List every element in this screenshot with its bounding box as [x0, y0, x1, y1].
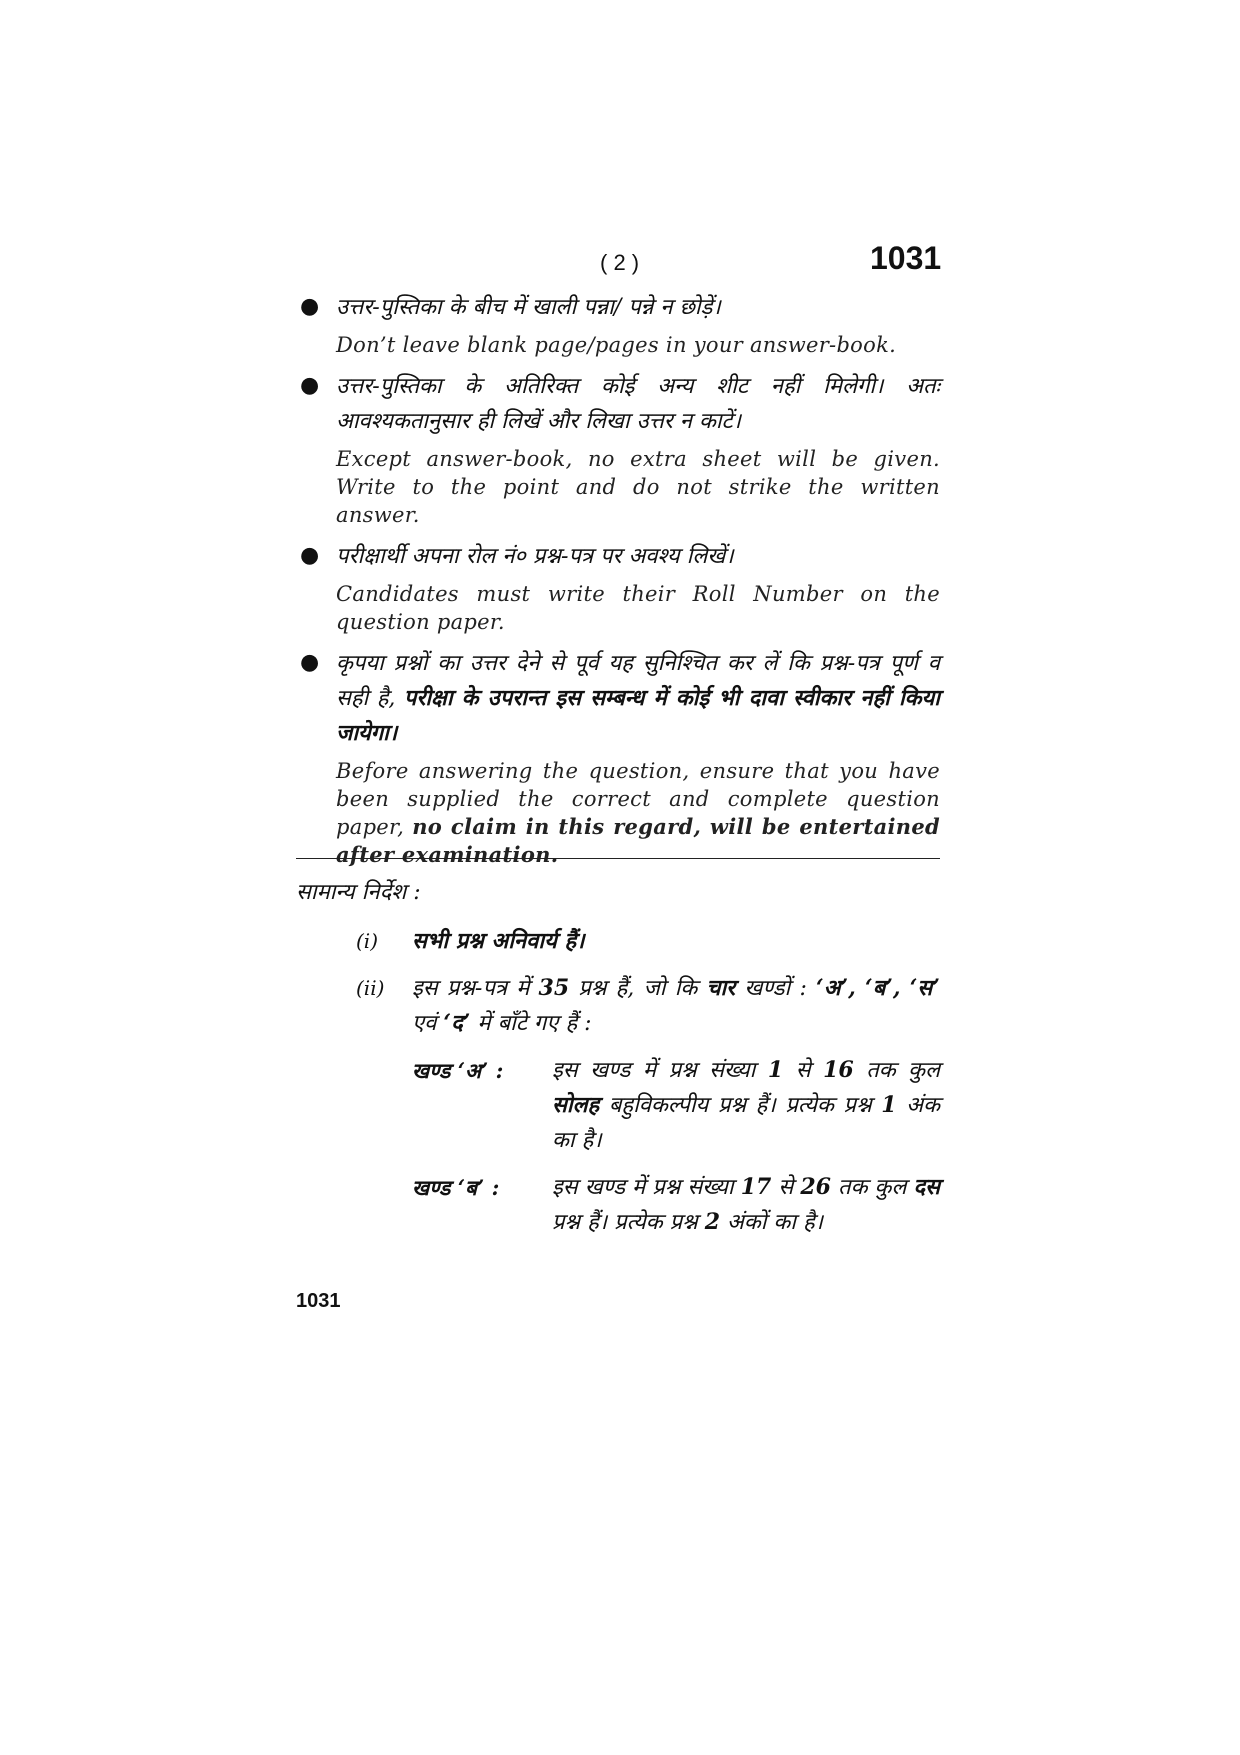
divider [296, 858, 940, 859]
instruction-english-bold: no claim in this regard, will be entertained after examination. [336, 814, 940, 867]
text: से [778, 1175, 794, 1200]
range-start: 17 [740, 1174, 772, 1200]
section-a-label: खण्ड ‘अ’ : [412, 1058, 504, 1083]
section-name: ‘स’ [909, 975, 940, 1001]
instruction-item [296, 539, 940, 636]
instructions-list [296, 290, 940, 879]
instruction-hindi-text: कृपया प्रश्नों का उत्तर देने से पूर्व यह सुनिश्चित कर लें कि प्रश्न-पत्र पूर्ण व सही है, [336, 651, 940, 711]
section-a-text [552, 1053, 940, 1158]
general-item-1 [296, 924, 940, 959]
instruction-english [336, 757, 940, 869]
item-number: (i) [356, 929, 379, 953]
section-a-description [296, 1053, 940, 1158]
text: इस खण्ड में प्रश्न संख्या [552, 1175, 734, 1200]
section-name: ‘द’ [443, 1010, 471, 1036]
bullet-icon: ● [300, 373, 320, 398]
text: इस प्रश्न-पत्र में [412, 976, 530, 1001]
text: एवं [412, 1011, 437, 1036]
bullet-icon: ● [300, 294, 320, 319]
text: बहुविकल्पीय प्रश्न हैं। प्रत्येक प्रश्न [608, 1093, 872, 1118]
question-count: दस [913, 1174, 941, 1200]
instruction-item [296, 646, 940, 869]
text: से [795, 1058, 811, 1083]
text: तक कुल [866, 1058, 940, 1083]
text: प्रश्न हैं। प्रत्येक प्रश्न [552, 1210, 698, 1235]
bullet-icon: ● [300, 650, 320, 675]
paper-code-footer: 1031 [296, 1290, 341, 1312]
instruction-english-text: Before answering the question, ensure that you have been supplied the correct and complete question paper, [336, 759, 940, 839]
marks: 1 [881, 1092, 897, 1118]
item-text [412, 971, 940, 1041]
section-b-text [552, 1170, 940, 1240]
question-count: सोलह [552, 1092, 600, 1118]
question-count: 35 [538, 975, 570, 1001]
section-name: ‘अ’, [816, 975, 856, 1001]
marks: 2 [704, 1209, 721, 1235]
general-item-2 [296, 971, 940, 1041]
item-text [412, 924, 940, 959]
instruction-item [296, 290, 940, 359]
item-1-text: सभी प्रश्न अनिवार्य हैं। [412, 928, 585, 954]
instruction-hindi: उत्तर-पुस्तिका के अतिरिक्त कोई अन्य शीट नहीं मिलेगी। अतः आवश्यकतानुसार ही लिखें और लिखा उत्तर न काटें। [336, 374, 940, 434]
item-number: (ii) [356, 976, 385, 1000]
range-start: 1 [767, 1057, 784, 1083]
section-b-description [296, 1170, 940, 1240]
paper-code-header: 1031 [870, 240, 942, 276]
section-name: ‘ब’, [865, 975, 901, 1001]
instruction-hindi: परीक्षार्थी अपना रोल नं० प्रश्न-पत्र पर अवश्य लिखें। [336, 544, 734, 569]
instruction-hindi [336, 646, 940, 751]
section-b-label: खण्ड ‘ब’ : [412, 1175, 500, 1200]
text: खण्डों : [744, 976, 807, 1001]
instruction-english: Don’t leave blank page/pages in your answer-book. [336, 333, 897, 357]
range-end: 16 [823, 1057, 854, 1083]
instruction-item [296, 369, 940, 529]
instruction-hindi-bold: परीक्षा के उपरान्त इस सम्बन्ध में कोई भी दावा स्वीकार नहीं किया जायेगा। [336, 685, 940, 746]
text: अंकों का है। [727, 1210, 824, 1235]
text: में बाँटे गए हैं : [477, 1011, 592, 1036]
range-end: 26 [800, 1174, 831, 1200]
instruction-english: Except answer-book, no extra sheet will be given. Write to the point and do not strike the written answer. [336, 447, 940, 527]
bullet-icon: ● [300, 543, 320, 568]
instruction-hindi: उत्तर-पुस्तिका के बीच में खाली पन्ना/ पन्ने न छोड़ें। [336, 295, 721, 320]
text: प्रश्न हैं, जो कि [578, 976, 698, 1001]
section-count: चार [706, 975, 736, 1001]
text: तक कुल [838, 1175, 907, 1200]
general-heading: सामान्य निर्देश : [296, 880, 421, 905]
instruction-english: Candidates must write their Roll Number on the question paper. [336, 582, 940, 634]
page-number: ( 2 ) [600, 250, 640, 275]
text: इस खण्ड में प्रश्न संख्या [552, 1058, 756, 1083]
general-instructions [296, 876, 940, 1252]
text: अंक का है। [552, 1093, 940, 1153]
